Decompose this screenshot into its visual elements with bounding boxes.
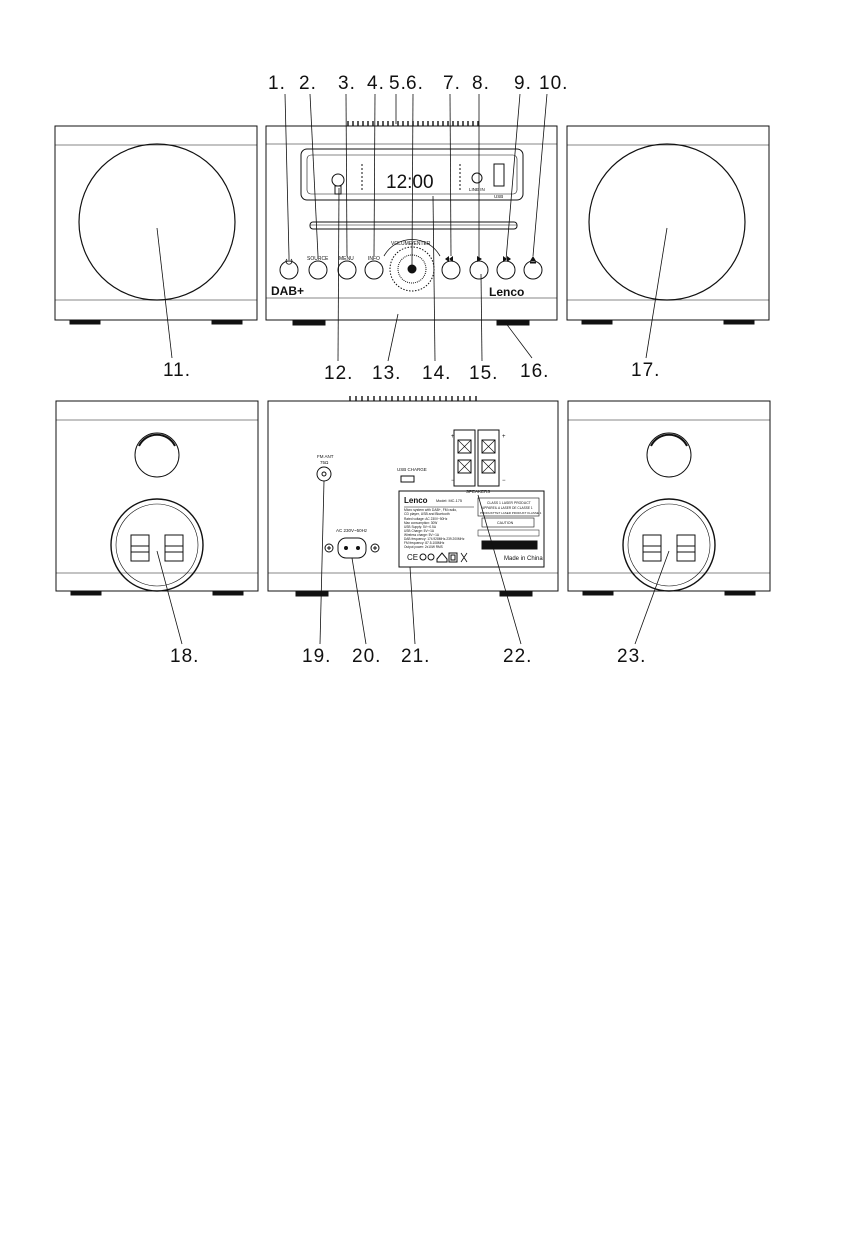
terminal-plus-right: + — [502, 434, 506, 440]
rating-model: Model: MC-175 — [436, 499, 462, 503]
callout-8: 8. — [472, 73, 490, 94]
rating-spec: DAB frequency: 174.928MHz-239.200MHz — [404, 537, 465, 541]
callout-11: 11. — [163, 360, 192, 381]
callout-22: 22. — [503, 646, 533, 667]
laser-line-3: PRODUKTTET LASER PRODUKT KLASSE 1 — [480, 511, 542, 515]
callout-13: 13. — [372, 363, 402, 384]
source-button[interactable] — [309, 261, 327, 279]
made-in-label: Made in China — [504, 556, 543, 562]
rating-brand: Lenco — [404, 496, 428, 505]
callout-17: 17. — [631, 360, 661, 381]
speakers-label: SPEAKERS — [466, 489, 491, 494]
callout-15: 15. — [469, 363, 499, 384]
callout-6: 6. — [406, 73, 424, 94]
brand-logo: Lenco — [489, 285, 525, 299]
ac-input-label: AC 230V~50Hz — [336, 528, 368, 533]
previous-button[interactable] — [442, 261, 460, 279]
terminal-minus-right: − — [502, 478, 506, 484]
rating-spec: USB Charge: 5V⎓1A — [404, 529, 435, 533]
callout-20: 20. — [352, 646, 382, 667]
eject-button[interactable] — [524, 261, 542, 279]
caution-label: CAUTION — [497, 521, 514, 525]
source-label: SOURCE — [307, 256, 329, 262]
ce-mark: CE — [407, 553, 419, 562]
info-label: INFO — [368, 256, 380, 262]
terminal-minus-left: − — [451, 478, 455, 484]
left-speaker-back — [56, 401, 258, 595]
rating-spec: Output power: 2x10W RMS — [404, 545, 443, 549]
right-speaker-front — [567, 126, 769, 324]
rating-spec: Rated voltage: AC 230V~50Hz — [404, 517, 448, 521]
rating-spec: Max consumption: 30W — [404, 521, 438, 525]
rating-line-2: CD player, USB and Bluetooth — [404, 512, 450, 516]
menu-label: MENU — [339, 256, 354, 262]
rating-spec: Wireless charge: 5V⎓1A — [404, 533, 439, 537]
power-button[interactable] — [280, 261, 298, 279]
callout-4: 4. — [367, 73, 385, 94]
menu-button[interactable] — [338, 261, 356, 279]
usb-label: USB — [494, 194, 504, 199]
next-button[interactable] — [497, 261, 515, 279]
callout-7: 7. — [443, 73, 461, 94]
right-speaker-back — [568, 401, 770, 595]
info-button[interactable] — [365, 261, 383, 279]
eject-icon — [530, 256, 536, 261]
callout-2: 2. — [299, 73, 317, 94]
rating-spec: USB Supply: 5V⎓0.5A — [404, 525, 436, 529]
previous-icon — [445, 256, 449, 262]
callout-12: 12. — [324, 363, 354, 384]
callout-14: 14. — [422, 363, 452, 384]
laser-line-1: CLASS 1 LASER PRODUCT — [487, 501, 531, 505]
left-speaker-front — [55, 126, 257, 324]
callout-23: 23. — [617, 646, 647, 667]
callout-3: 3. — [338, 73, 356, 94]
laser-line-2: APPAREIL A LASER DE CLASSE 1 — [482, 506, 533, 510]
callout-10: 10. — [539, 73, 569, 94]
line-in-label: LINE IN — [469, 187, 485, 192]
callout-16: 16. — [520, 361, 550, 382]
fm-ant-ohm: 75Ω — [320, 460, 329, 465]
callout-9: 9. — [514, 73, 532, 94]
callout-18: 18. — [170, 646, 200, 667]
volume-label: VOLUME/ENTER — [391, 241, 431, 247]
usb-charge-label: USB CHARGE — [397, 467, 427, 472]
play-pause-button[interactable] — [470, 261, 488, 279]
back-leader-lines — [157, 481, 669, 644]
display-time: 12:00 — [386, 172, 434, 193]
callout-1: 1. — [268, 73, 286, 94]
fm-ant-label: FM ANT — [317, 454, 334, 459]
callout-19: 19. — [302, 646, 332, 667]
rating-line-1: Micro system with DAB+, FM radio, — [404, 508, 458, 512]
dab-logo: DAB+ — [271, 284, 305, 298]
terminal-plus-left: + — [451, 434, 455, 440]
rating-spec: FM frequency: 87.5-108MHz — [404, 541, 445, 545]
callout-5: 5. — [389, 73, 407, 94]
callout-21: 21. — [401, 646, 431, 667]
